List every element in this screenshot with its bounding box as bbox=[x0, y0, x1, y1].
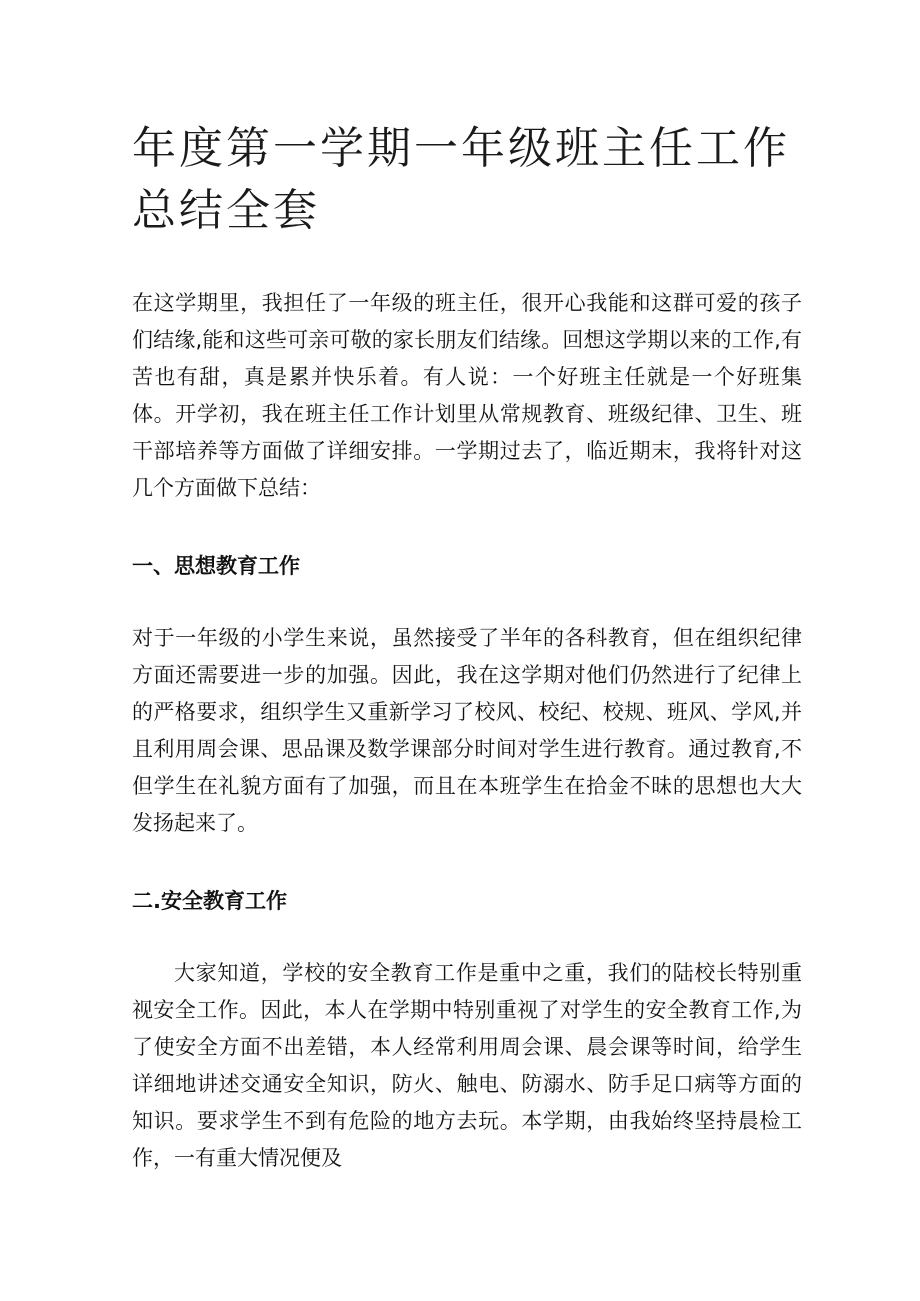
section-heading-safety: 二.安全教育工作 bbox=[132, 889, 287, 913]
document-title: 年度第一学期一年级班主任工作总结全套 bbox=[132, 123, 790, 236]
section-heading-ideology: 一、思想教育工作 bbox=[132, 554, 300, 578]
section-body-safety: 大家知道，学校的安全教育工作是重中之重，我们的陆校长特别重视安全工作。因此，本人在学期中特别重视了对学生的安全教育工作,为了使安全方面不出差错，本人经常利用周会课、晨会课等时间，给学生详细地讲述交通安全知识，防火、触电、防溺水、防手足口病等方面的知识。要求学生不到有危险的地方去玩。本学期，由我始终坚持晨检工作，一有重大情况便及 bbox=[132, 961, 802, 1170]
intro-paragraph: 在这学期里，我担任了一年级的班主任，很开心我能和这群可爱的孩子们结缘,能和这些可亲可敬的家长朋友们结缘。回想这学期以来的工作,有苦也有甜，真是累并快乐着。有人说：一个好班主任就是一个好班集体。开学初，我在班主任工作计划里从常规教育、班级纪律、卫生、班干部培养等方面做了详细安排。一学期过去了，临近期末，我将针对这几个方面做下总结： bbox=[132, 291, 802, 500]
section-body-ideology: 对于一年级的小学生来说，虽然接受了半年的各科教育，但在组织纪律方面还需要进一步的加强。因此，我在这学期对他们仍然进行了纪律上的严格要求，组织学生又重新学习了校风、校纪、校规、班风、学风,并且利用周会课、思品课及数学课部分时间对学生进行教育。通过教育,不但学生在礼貌方面有了加强，而且在本班学生在拾金不昧的思想也大大发扬起来了。 bbox=[132, 626, 802, 835]
